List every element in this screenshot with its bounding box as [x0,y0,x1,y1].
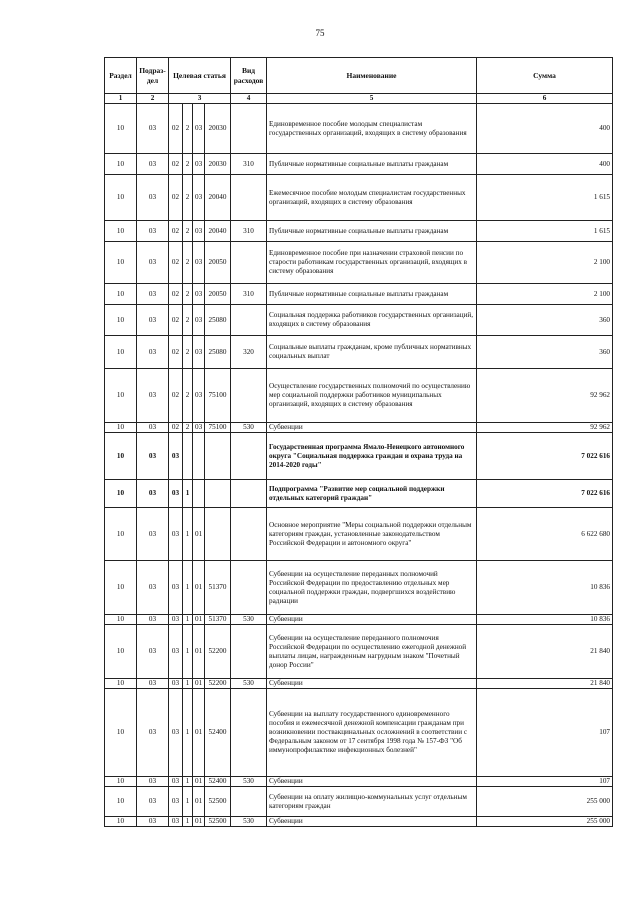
cell-target-direction: 75100 [205,423,231,433]
cell-target-subprogram: 2 [183,336,193,369]
cell-amount: 7 022 616 [477,480,613,508]
cell-subsection: 03 [137,104,169,154]
table-row [105,154,613,175]
cell-target-direction: 52200 [205,625,231,679]
cell-target-event: 03 [193,175,205,221]
table-row [105,305,613,336]
cell-expense-type: 530 [231,817,267,827]
cell-subsection: 03 [137,175,169,221]
cell-target-subprogram: 2 [183,104,193,154]
cell-target-subprogram: 1 [183,817,193,827]
table-row [105,615,613,625]
cell-subsection: 03 [137,679,169,689]
cell-target-program: 02 [169,336,183,369]
cell-section: 10 [105,242,137,284]
cell-target-event: 03 [193,336,205,369]
cell-target-event: 03 [193,221,205,242]
cell-target-program: 03 [169,777,183,787]
column-number: 6 [477,94,613,104]
cell-amount: 10 836 [477,561,613,615]
header-section: Раздел [105,58,137,94]
cell-expense-type: 310 [231,221,267,242]
cell-target-program: 02 [169,369,183,423]
cell-target-program: 03 [169,689,183,777]
cell-expense-type: 310 [231,284,267,305]
cell-subsection: 03 [137,615,169,625]
cell-name: Субвенции [267,615,477,625]
cell-section: 10 [105,423,137,433]
cell-target-program: 02 [169,154,183,175]
cell-amount: 400 [477,104,613,154]
cell-target-direction: 20030 [205,154,231,175]
cell-section: 10 [105,284,137,305]
cell-target-program: 03 [169,625,183,679]
cell-target-subprogram: 1 [183,561,193,615]
cell-section: 10 [105,305,137,336]
cell-target-event: 01 [193,561,205,615]
cell-subsection: 03 [137,154,169,175]
cell-target-event: 01 [193,817,205,827]
cell-subsection: 03 [137,433,169,480]
cell-name: Единовременное пособие при назначении страховой пенсии по старости работникам государственных организаций, входящих в систему образования [267,242,477,284]
table-row [105,679,613,689]
cell-subsection: 03 [137,817,169,827]
cell-target-subprogram: 1 [183,480,193,508]
cell-expense-type [231,433,267,480]
cell-amount: 7 022 616 [477,433,613,480]
cell-section: 10 [105,625,137,679]
table-row [105,689,613,777]
cell-subsection: 03 [137,787,169,817]
cell-target-subprogram: 1 [183,689,193,777]
cell-expense-type [231,480,267,508]
cell-expense-type: 310 [231,154,267,175]
cell-target-event: 03 [193,284,205,305]
cell-section: 10 [105,104,137,154]
header-name: Наименование [267,58,477,94]
cell-section: 10 [105,777,137,787]
cell-name: Основное мероприятие "Меры социальной поддержки отдельным категориям граждан, установленные законодательством Российской Федерации и автономного округа" [267,508,477,561]
table-row [105,423,613,433]
cell-target-program: 02 [169,423,183,433]
table-row [105,508,613,561]
cell-target-subprogram: 2 [183,221,193,242]
cell-target-event: 03 [193,305,205,336]
cell-target-subprogram [183,433,193,480]
page-number: 75 [315,28,325,38]
cell-name: Субвенции [267,679,477,689]
cell-section: 10 [105,615,137,625]
cell-target-event: 03 [193,423,205,433]
cell-expense-type [231,242,267,284]
cell-target-subprogram: 1 [183,787,193,817]
cell-target-program: 02 [169,221,183,242]
cell-target-subprogram: 2 [183,154,193,175]
cell-name: Государственная программа Ямало-Ненецкого автономного округа "Социальная поддержка граждан и охрана труда на 2014-2020 годы" [267,433,477,480]
table-row [105,336,613,369]
cell-target-program: 03 [169,561,183,615]
cell-target-program: 03 [169,787,183,817]
cell-target-program: 02 [169,175,183,221]
table-row [105,433,613,480]
cell-section: 10 [105,154,137,175]
cell-target-program: 02 [169,242,183,284]
cell-amount: 21 840 [477,625,613,679]
cell-amount: 1 615 [477,221,613,242]
cell-target-direction: 20040 [205,221,231,242]
cell-name: Ежемесячное пособие молодым специалистам государственных организаций, входящих в систему образования [267,175,477,221]
cell-amount: 360 [477,336,613,369]
cell-target-subprogram: 1 [183,625,193,679]
cell-target-direction: 75100 [205,369,231,423]
cell-name: Публичные нормативные социальные выплаты гражданам [267,154,477,175]
cell-amount: 255 000 [477,817,613,827]
cell-target-direction: 25080 [205,305,231,336]
header-row [105,58,613,94]
table-row [105,480,613,508]
cell-name: Подпрограмма "Развитие мер социальной поддержки отдельных категорий граждан" [267,480,477,508]
cell-target-direction: 52400 [205,689,231,777]
cell-amount: 92 962 [477,369,613,423]
table-row [105,104,613,154]
cell-subsection: 03 [137,221,169,242]
cell-expense-type: 530 [231,777,267,787]
cell-name: Субвенции [267,777,477,787]
column-number-row [105,94,613,104]
table-row [105,817,613,827]
cell-expense-type [231,369,267,423]
cell-target-event: 01 [193,689,205,777]
cell-name: Субвенции на осуществление переданных полномочий Российской Федерации по предоставлению отдельных мер социальной поддержки граждан, подвергшихся воздействию радиации [267,561,477,615]
cell-target-direction: 52200 [205,679,231,689]
cell-section: 10 [105,787,137,817]
cell-section: 10 [105,508,137,561]
cell-section: 10 [105,336,137,369]
cell-target-subprogram: 2 [183,242,193,284]
cell-expense-type: 530 [231,423,267,433]
cell-name: Публичные нормативные социальные выплаты гражданам [267,284,477,305]
table-body [105,104,613,827]
cell-amount: 107 [477,689,613,777]
table-row [105,625,613,679]
cell-subsection: 03 [137,423,169,433]
column-number: 1 [105,94,137,104]
cell-target-program: 02 [169,305,183,336]
header-target: Целевая статья [169,58,231,94]
table-row [105,787,613,817]
table-row [105,221,613,242]
cell-section: 10 [105,689,137,777]
cell-target-event: 01 [193,508,205,561]
cell-expense-type [231,305,267,336]
cell-section: 10 [105,679,137,689]
cell-subsection: 03 [137,336,169,369]
cell-target-direction: 20050 [205,242,231,284]
cell-target-direction: 25080 [205,336,231,369]
cell-section: 10 [105,369,137,423]
cell-expense-type [231,508,267,561]
cell-amount: 92 962 [477,423,613,433]
cell-target-program: 02 [169,104,183,154]
cell-target-subprogram: 1 [183,508,193,561]
table-row [105,242,613,284]
cell-target-subprogram: 1 [183,777,193,787]
cell-target-event: 01 [193,615,205,625]
cell-expense-type [231,689,267,777]
cell-subsection: 03 [137,777,169,787]
header-expense-type: Вид расходов [231,58,267,94]
cell-expense-type [231,175,267,221]
cell-target-direction: 51370 [205,615,231,625]
cell-subsection: 03 [137,689,169,777]
cell-expense-type: 530 [231,615,267,625]
cell-expense-type [231,787,267,817]
cell-subsection: 03 [137,305,169,336]
header-amount: Сумма [477,58,613,94]
cell-target-program: 03 [169,679,183,689]
cell-section: 10 [105,561,137,615]
cell-target-program: 03 [169,615,183,625]
cell-name: Осуществление государственных полномочий по осуществлению мер социальной поддержки работников муниципальных организаций, входящих в систему образования [267,369,477,423]
cell-subsection: 03 [137,625,169,679]
cell-target-event: 01 [193,625,205,679]
cell-target-subprogram: 2 [183,423,193,433]
cell-target-event: 01 [193,679,205,689]
cell-target-subprogram: 1 [183,679,193,689]
cell-amount: 400 [477,154,613,175]
cell-target-direction: 20040 [205,175,231,221]
cell-target-event: 03 [193,154,205,175]
cell-subsection: 03 [137,508,169,561]
cell-target-event: 03 [193,369,205,423]
cell-target-subprogram: 2 [183,305,193,336]
cell-subsection: 03 [137,369,169,423]
cell-target-event: 01 [193,787,205,817]
cell-expense-type [231,104,267,154]
cell-target-event: 01 [193,777,205,787]
cell-amount: 6 622 680 [477,508,613,561]
cell-target-event [193,480,205,508]
cell-target-program: 03 [169,480,183,508]
cell-amount: 2 100 [477,242,613,284]
cell-target-program: 02 [169,284,183,305]
cell-subsection: 03 [137,480,169,508]
cell-target-event [193,433,205,480]
cell-expense-type [231,625,267,679]
cell-amount: 10 836 [477,615,613,625]
budget-table [104,57,613,827]
cell-target-subprogram: 2 [183,175,193,221]
cell-target-subprogram: 1 [183,615,193,625]
cell-name: Субвенции на осуществление переданного полномочия Российской Федерации по осуществлению ежегодной денежной выплаты лицам, награжденным нагрудным знаком "Почетный донор России" [267,625,477,679]
cell-target-event: 03 [193,242,205,284]
cell-expense-type [231,561,267,615]
cell-amount: 360 [477,305,613,336]
cell-section: 10 [105,175,137,221]
cell-name: Публичные нормативные социальные выплаты гражданам [267,221,477,242]
cell-section: 10 [105,433,137,480]
cell-target-direction: 51370 [205,561,231,615]
cell-amount: 2 100 [477,284,613,305]
cell-name: Социальные выплаты гражданам, кроме публичных нормативных социальных выплат [267,336,477,369]
column-number: 4 [231,94,267,104]
cell-amount: 107 [477,777,613,787]
cell-target-direction [205,433,231,480]
cell-section: 10 [105,221,137,242]
cell-subsection: 03 [137,242,169,284]
cell-subsection: 03 [137,284,169,305]
table-row [105,777,613,787]
cell-target-direction: 20050 [205,284,231,305]
cell-name: Социальная поддержка работников государственных организаций, входящих в систему образования [267,305,477,336]
column-number: 5 [267,94,477,104]
cell-target-event: 03 [193,104,205,154]
column-number: 2 [137,94,169,104]
cell-target-direction: 52500 [205,817,231,827]
table-row [105,561,613,615]
cell-name: Субвенции [267,423,477,433]
cell-expense-type: 530 [231,679,267,689]
table-row [105,284,613,305]
cell-name: Единовременное пособие молодым специалистам государственных организаций, входящих в систему образования [267,104,477,154]
cell-name: Субвенции на выплату государственного единовременного пособия и ежемесячной денежной компенсации гражданам при возникновении поствакцинальных осложнений в соответствии с Федеральным законом от 17 сентября 1998 года № 157-ФЗ "Об иммунопрофилактике инфекционных болезней" [267,689,477,777]
cell-section: 10 [105,817,137,827]
cell-amount: 1 615 [477,175,613,221]
cell-target-direction: 52500 [205,787,231,817]
cell-amount: 255 000 [477,787,613,817]
cell-name: Субвенции [267,817,477,827]
cell-amount: 21 840 [477,679,613,689]
cell-target-program: 03 [169,508,183,561]
cell-expense-type: 320 [231,336,267,369]
header-subsection: Подраз-дел [137,58,169,94]
cell-target-subprogram: 2 [183,369,193,423]
cell-target-program: 03 [169,433,183,480]
cell-target-direction: 52400 [205,777,231,787]
cell-target-subprogram: 2 [183,284,193,305]
cell-section: 10 [105,480,137,508]
cell-target-program: 03 [169,817,183,827]
cell-target-direction: 20030 [205,104,231,154]
cell-target-direction [205,508,231,561]
table-row [105,369,613,423]
column-number: 3 [169,94,231,104]
cell-target-direction [205,480,231,508]
cell-name: Субвенции на оплату жилищно-коммунальных услуг отдельным категориям граждан [267,787,477,817]
table-row [105,175,613,221]
cell-subsection: 03 [137,561,169,615]
